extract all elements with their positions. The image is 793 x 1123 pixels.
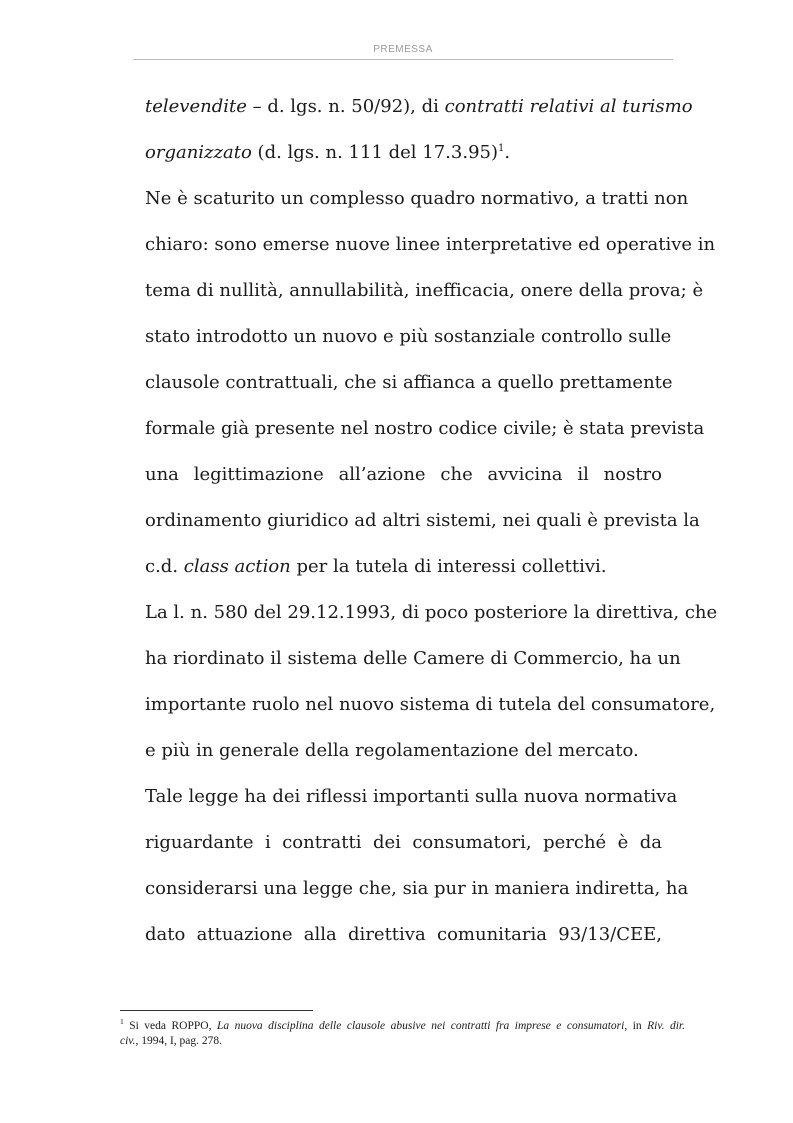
footnote-number: 1: [120, 1017, 124, 1027]
text-line: ordinamento giuridico ad altri sistemi, nei quali è prevista la: [145, 510, 700, 531]
text-span: Si veda ROPPO,: [123, 1020, 217, 1032]
text-span: , in: [624, 1020, 648, 1032]
text-line: e più in generale della regolamentazione del mercato.: [145, 740, 639, 761]
text-line: ha riordinato il sistema delle Camere di Commercio, ha un: [145, 648, 681, 669]
text-line: [145, 136, 662, 182]
journal-name: Riv. dir.: [647, 1020, 685, 1032]
header-rule: [133, 59, 673, 60]
footnote-ref: 1: [498, 143, 505, 154]
text-span: .: [504, 142, 511, 163]
text-line: stato introdotto un nuovo e più sostanziale controllo sulle: [145, 326, 672, 347]
text-line: Ne è scaturito un complesso quadro normativo, a tratti non: [145, 188, 689, 209]
text-line: Tale legge ha dei riflessi importanti sulla nuova normativa: [145, 786, 678, 807]
text-line: dato attuazione alla direttiva comunitaria 93/13/CEE,: [145, 924, 662, 945]
footnote: [120, 1019, 685, 1049]
italic-term: televendite: [145, 96, 247, 117]
text-line: [145, 550, 662, 596]
body-text: [145, 90, 718, 964]
italic-term: contratti relativi al turismo: [444, 96, 693, 117]
journal-name: civ.: [120, 1035, 136, 1047]
text-span: (d. lgs. n. 111 del 17.3.95): [251, 142, 498, 163]
text-line: considerarsi una legge che, sia pur in maniera indiretta, ha: [145, 878, 689, 899]
text-line: tema di nullità, annullabilità, inefficacia, onere della prova; è: [145, 280, 704, 301]
text-line: riguardante i contratti dei consumatori, perché è da: [145, 832, 662, 853]
footnote-rule: [120, 1010, 313, 1011]
italic-term: organizzato: [145, 142, 252, 163]
italic-term: class action: [183, 556, 291, 577]
text-span: c.d.: [145, 556, 184, 577]
text-span: – d. lgs. n. 50/92), di: [246, 96, 445, 117]
text-line: La l. n. 580 del 29.12.1993, di poco posteriore la direttiva, che: [145, 602, 718, 623]
text-line: importante ruolo nel nuovo sistema di tutela del consumatore,: [145, 694, 716, 715]
text-span: per la tutela di interessi collettivi.: [290, 556, 607, 577]
cited-title: La nuova disciplina delle clausole abusive nei contratti fra imprese e consumatori: [216, 1020, 625, 1032]
text-span: , 1994, I, pag. 278.: [135, 1035, 222, 1047]
text-line: una legittimazione all’azione che avvicina il nostro: [145, 464, 662, 485]
footnote-line: [120, 1034, 685, 1049]
text-line: formale già presente nel nostro codice civile; è stata prevista: [145, 418, 705, 439]
text-line: [145, 90, 693, 136]
text-line: clausole contrattuali, che si affianca a quello prettamente: [145, 372, 673, 393]
running-header: PREMESSA: [373, 44, 433, 55]
footnote-line: [120, 1019, 685, 1034]
text-line: chiaro: sono emerse nuove linee interpretative ed operative in: [145, 234, 716, 255]
